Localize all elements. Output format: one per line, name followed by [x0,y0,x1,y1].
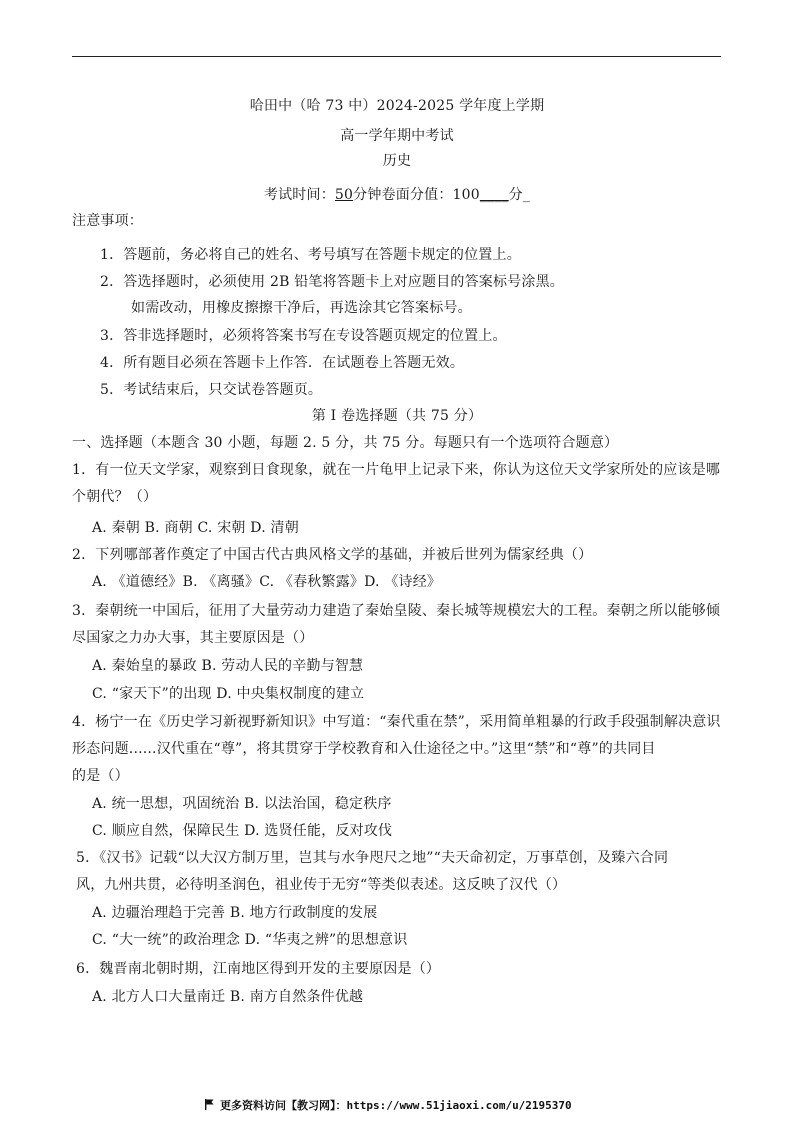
section-title: 第 I 卷选择题（共 75 分） [311,408,483,424]
question-5-text: 5．《汉书》记载“以大汉方制万里，岂其与水争咫尺之地”“夫天命初定，万事草创，及臻六合同 [76,850,669,866]
notice-title: 注意事项： [72,213,143,229]
score-unit: 分_ [508,187,531,203]
question-3-text: 尽国家之力办大事，其主要原因是（） [72,630,314,646]
time-label: 考试时间： [263,187,335,203]
footer-text: 更多资料访问【教习网】：https://www.51jiaoxi.com/u/2195370 [220,1099,572,1112]
school-title: 哈田中（哈 73 中）2024-2025 学年度上学期 [249,98,545,114]
question-4-options: A. 统一思想，巩固统治 B. 以法治国，稳定秩序 [92,796,392,812]
question-3-options: C. “家天下”的出现 D. 中央集权制度的建立 [92,686,365,702]
time-unit: 分钟卷面分值： [353,187,453,203]
question-1-text: 1．有一位天文学家，观察到日食现象，就在一片龟甲上记录下来，你认为这位天文学家所处的应该是哪 [72,462,721,478]
time-value: 50 [334,187,354,203]
question-3-options: A. 秦始皇的暴政 B. 劳动人民的辛勤与智慧 [92,658,364,674]
score-value: 100 [452,187,480,203]
exam-title: 高一学年期中考试 [340,128,454,144]
question-4-text: 的是（） [72,768,129,784]
notice-item: 1．答题前，务必将自己的姓名、考号填写在答题卡规定的位置上。 [100,247,521,263]
question-3-text: 3．秦朝统一中国后，征用了大量劳动力建造了秦始皇陵、秦长城等规模宏大的工程。秦朝之所以能够倾 [72,603,721,619]
question-4-options: C. 顺应自然，保障民生 D. 选贤任能，反对攻伐 [92,823,393,839]
question-2-options: A. 《道德经》B. 《离骚》C. 《春秋繁露》D. 《诗经》 [92,574,442,590]
footer-link[interactable] [205,1097,572,1113]
exam-info [0,186,794,204]
question-4-text: 4．杨宁一在《历史学习新视野新知识》中写道：“秦代重在禁”，采用简单粗暴的行政手段强制解决意识 [72,714,721,730]
notice-item: 如需改动，用橡皮擦擦干净后，再选涂其它答案标号。 [131,300,472,316]
notice-item: 3．答非选择题时，必须将答案书写在专设答题页规定的位置上。 [100,328,507,344]
question-2-text: 2．下列哪部著作奠定了中国古代古典风格文学的基础，并被后世列为儒家经典（） [72,547,593,563]
question-5-text: 风，九州共贯，必待明圣润色，祖业传于无穷“等类似表述。这反映了汉代（） [76,877,567,893]
question-6-text: 6．魏晋南北朝时期，江南地区得到开发的主要原因是（） [76,961,441,977]
question-4-text: 形态问题......汉代重在“尊”，将其贯穿于学校教育和入仕途径之中。”这里“禁”和“尊”的共同目 [72,741,656,757]
subject-title: 历史 [382,153,412,169]
section-instruction: 一、选择题（本题含 30 小题，每题 2. 5 分，共 75 分。每题只有一个选项符合题意） [72,435,619,451]
notice-item: 2．答选择题时，必须使用 2B 铅笔将答题卡上对应题目的答案标号涂黑。 [100,274,565,290]
question-1-text: 个朝代？（） [72,489,158,505]
notice-item: 4．所有题目必须在答题卡上作答．在试题卷上答题无效。 [100,355,465,371]
question-1-options: A. 秦朝 B. 商朝 C. 宋朝 D. 清朝 [92,520,299,536]
score-blank: ____ [479,187,509,203]
notice-item: 5．考试结束后，只交试卷答题页。 [100,382,323,398]
question-6-options: A. 北方人口大量南迁 B. 南方自然条件优越 [92,989,364,1005]
question-5-options: C. “大一统”的政治理念 D. “华夷之辨”的思想意识 [92,932,408,948]
flag-icon [205,1099,214,1110]
question-5-options: A. 边疆治理趋于完善 B. 地方行政制度的发展 [92,905,378,921]
header-rule [72,56,721,57]
